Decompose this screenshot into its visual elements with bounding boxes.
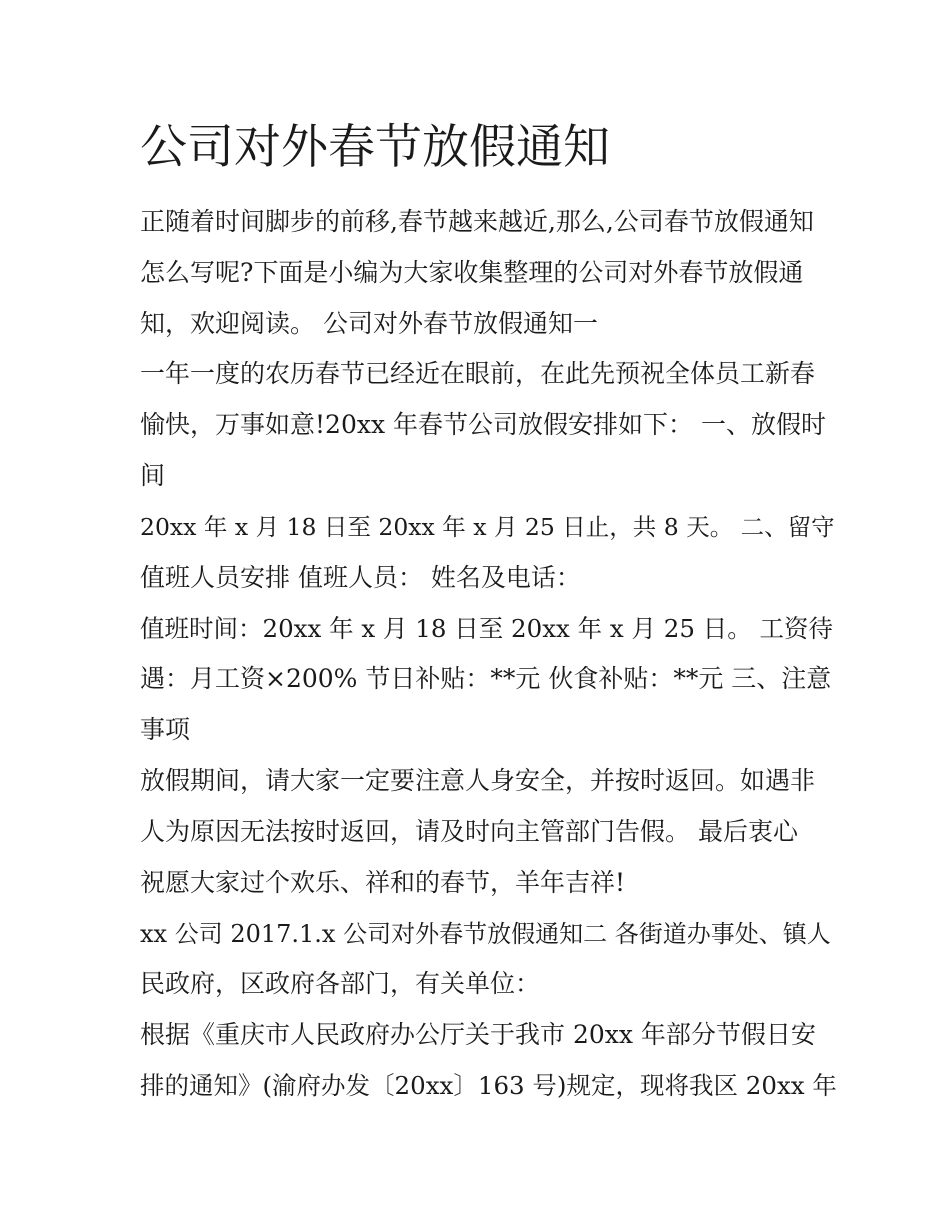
body-line: 20xx 年 x 月 18 日至 20xx 年 x 月 25 日止，共 8 天。 二、留守	[140, 513, 835, 541]
body-line: 值班时间：20xx 年 x 月 18 日至 20xx 年 x 月 25 日。 工资待	[140, 614, 834, 643]
body-line: 愉快，万事如意!20xx 年春节公司放假安排如下： 一、放假时	[140, 410, 826, 439]
body-line: 人为原因无法按时返回，请及时向主管部门告假。 最后衷心	[140, 817, 798, 846]
body-line: 事项	[140, 715, 191, 744]
body-line: 间	[140, 461, 166, 490]
body-line: 一年一度的农历春节已经近在眼前，在此先预祝全体员工新春	[140, 359, 816, 388]
body-line: xx 公司 2017.1.x 公司对外春节放假通知二 各街道办事处、镇人	[140, 920, 831, 948]
body-line: 放假期间，请大家一定要注意人身安全，并按时返回。如遇非	[140, 766, 816, 795]
body-line: 正随着时间脚步的前移,春节越来越近,那么,公司春节放假通知	[140, 207, 814, 236]
body-line: 知，欢迎阅读。 公司对外春节放假通知一	[140, 309, 598, 338]
body-line: 民政府，区政府各部门，有关单位：	[140, 969, 541, 998]
body-line: 祝愿大家过个欢乐、祥和的春节，羊年吉祥!	[140, 868, 626, 897]
body-line: 排的通知》(渝府办发〔20xx〕163 号)规定，现将我区 20xx 年	[140, 1071, 837, 1100]
body-line: 值班人员安排 值班人员： 姓名及电话：	[140, 563, 581, 592]
body-line: 根据《重庆市人民政府办公厅关于我市 20xx 年部分节假日安	[140, 1020, 816, 1049]
body-line: 遇：月工资×200% 节日补贴：**元 伙食补贴：**元 三、注意	[140, 664, 832, 693]
document-title: 公司对外春节放假通知	[140, 120, 610, 175]
body-line: 怎么写呢?下面是小编为大家收集整理的公司对外春节放假通	[140, 258, 804, 287]
